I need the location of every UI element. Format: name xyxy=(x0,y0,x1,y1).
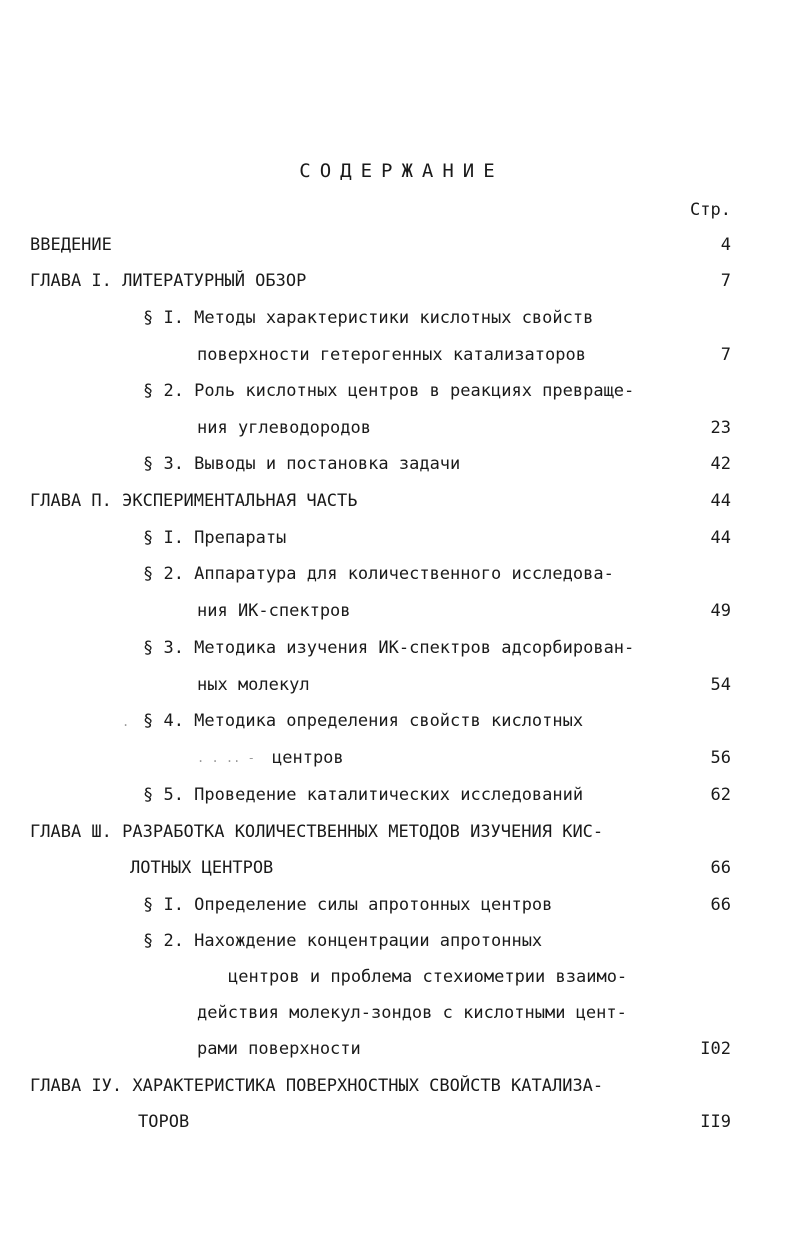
toc-entry-chapter-3-cont: ЛОТНЫХ ЦЕНТРОВ xyxy=(130,858,274,878)
toc-entry-ch1-section-1: § I. Методы характеристики кислотных свойств xyxy=(143,308,594,328)
toc-page-ch2-section-3: 54 xyxy=(710,675,731,695)
toc-entry-chapter-4-cont: ТОРОВ xyxy=(138,1112,190,1132)
toc-entry-ch1-section-2-cont: ния углеводородов xyxy=(197,418,371,438)
toc-entry-ch2-section-1: § I. Препараты xyxy=(143,528,287,548)
toc-page-ch2-section-1: 44 xyxy=(710,528,731,548)
toc-entry-ch2-section-2-cont: ния ИК-спектров xyxy=(197,601,351,621)
toc-entry-ch1-section-2: § 2. Роль кислотных центров в реакциях превраще- xyxy=(143,381,635,401)
toc-page-ch2-section-4: 56 xyxy=(710,748,731,768)
toc-page-ch1-section-3: 42 xyxy=(710,454,731,474)
toc-entry-ch2-section-3: § 3. Методика изучения ИК-спектров адсорбирован- xyxy=(143,638,635,658)
toc-entry-ch3-section-2: § 2. Нахождение концентрации апротонных xyxy=(143,931,543,951)
toc-page-chapter-1: 7 xyxy=(720,271,731,291)
page-title: СОДЕРЖАНИЕ xyxy=(299,160,504,182)
toc-page-chapter-2: 44 xyxy=(710,491,731,511)
toc-entry-ch3-section-2-cont2: действия молекул-зондов с кислотными цент- xyxy=(197,1003,627,1023)
toc-entry-ch1-section-1-cont: поверхности гетерогенных катализаторов xyxy=(197,345,586,365)
toc-page-ch2-section-5: 62 xyxy=(710,785,731,805)
toc-page-introduction: 4 xyxy=(720,235,731,255)
toc-page-ch1-section-2: 23 xyxy=(710,418,731,438)
toc-entry-ch1-section-3: § 3. Выводы и постановка задачи xyxy=(143,454,461,474)
toc-entry-chapter-4: ГЛАВА IУ. ХАРАКТЕРИСТИКА ПОВЕРХНОСТНЫХ СВОЙСТВ КАТАЛИЗА- xyxy=(30,1076,604,1096)
toc-entry-ch2-section-3-cont: ных молекул xyxy=(197,675,310,695)
faded-text-smudge: . . .. - xyxy=(197,751,255,765)
toc-entry-ch3-section-2-cont1: центров и проблема стехиометрии взаимо- xyxy=(228,967,628,987)
toc-page-chapter-3: 66 xyxy=(710,858,731,878)
toc-entry-ch2-section-5: § 5. Проведение каталитических исследований xyxy=(143,785,584,805)
toc-entry-introduction: ВВЕДЕНИЕ xyxy=(30,235,112,255)
toc-page-ch3-section-1: 66 xyxy=(710,895,731,915)
toc-page-ch2-section-2: 49 xyxy=(710,601,731,621)
toc-entry-ch2-section-4-cont: центров xyxy=(272,748,344,768)
toc-entry-ch2-section-4: § 4. Методика определения свойств кислотных xyxy=(143,711,584,731)
toc-page-ch1-section-1: 7 xyxy=(720,345,731,365)
toc-entry-ch3-section-2-cont3: рами поверхности xyxy=(197,1039,361,1059)
page-column-header: Стр. xyxy=(690,200,731,220)
ink-smudge-mark: . xyxy=(122,715,130,729)
toc-page-ch3-section-2: I02 xyxy=(700,1039,731,1059)
toc-entry-chapter-1: ГЛАВА I. ЛИТЕРАТУРНЫЙ ОБЗОР xyxy=(30,271,307,291)
toc-entry-chapter-3: ГЛАВА Ш. РАЗРАБОТКА КОЛИЧЕСТВЕННЫХ МЕТОДОВ ИЗУЧЕНИЯ КИС- xyxy=(30,822,604,842)
toc-page-chapter-4: II9 xyxy=(700,1112,731,1132)
toc-entry-ch3-section-1: § I. Определение силы апротонных центров xyxy=(143,895,553,915)
toc-entry-chapter-2: ГЛАВА П. ЭКСПЕРИМЕНТАЛЬНАЯ ЧАСТЬ xyxy=(30,491,358,511)
toc-entry-ch2-section-2: § 2. Аппаратура для количественного исследова- xyxy=(143,564,614,584)
